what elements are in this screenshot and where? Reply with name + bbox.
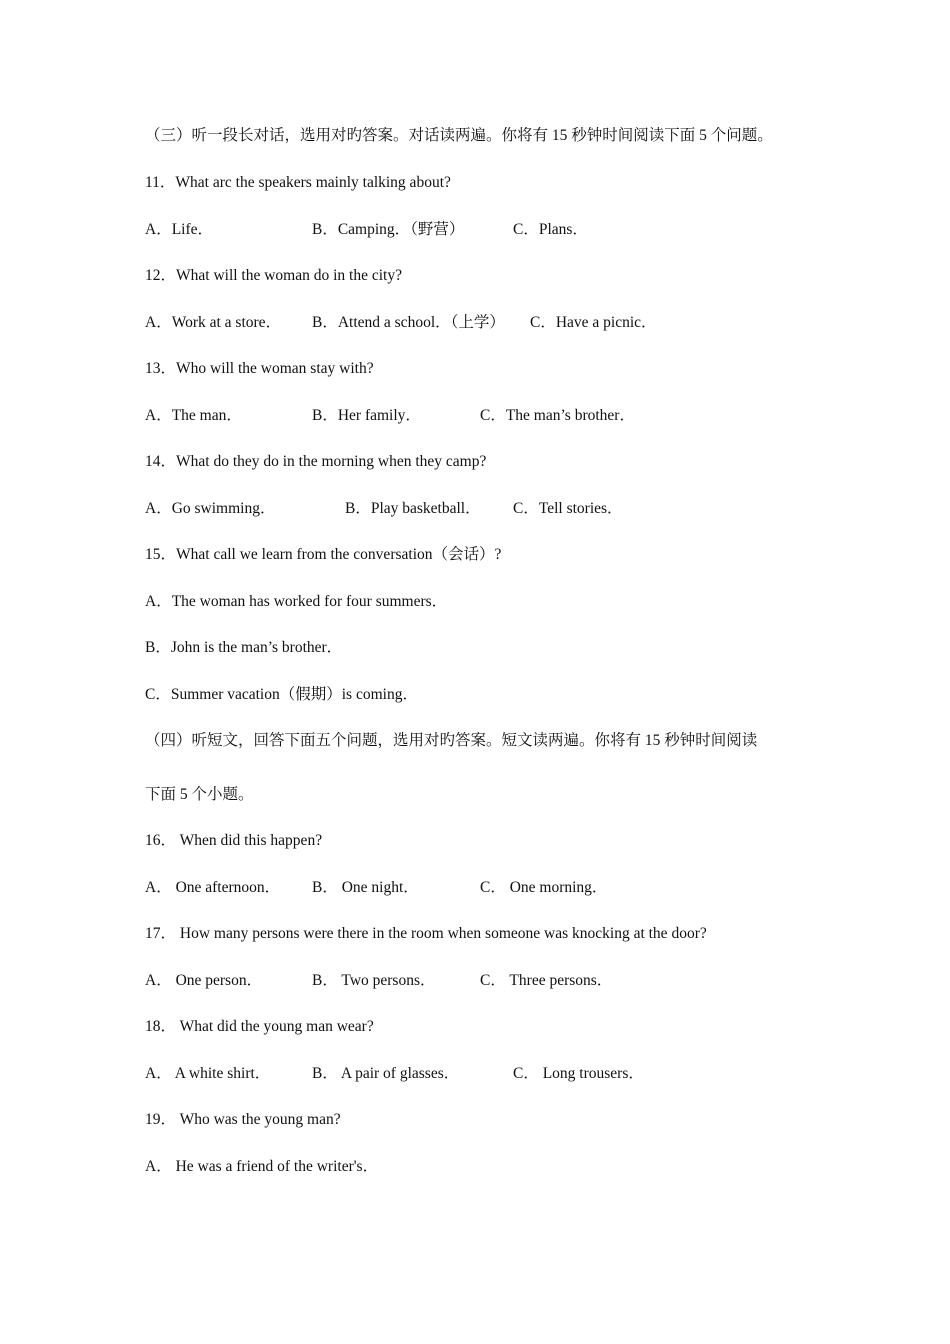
q13-option-b[interactable]: B．Her family．: [312, 407, 421, 424]
question-11: 11．What arc the speakers mainly talking about?: [145, 174, 451, 191]
section4-heading-line2: 下面 5 个小题。: [145, 786, 254, 803]
q18-option-b[interactable]: B． A pair of glasses．: [312, 1065, 460, 1082]
q17-option-c[interactable]: C． Three persons．: [480, 972, 613, 989]
q17-option-a[interactable]: A． One person．: [145, 972, 263, 989]
question-14: 14．What do they do in the morning when they camp?: [145, 453, 487, 470]
q14-option-b[interactable]: B．Play basketball．: [345, 500, 481, 517]
q19-option-a[interactable]: A． He was a friend of the writer's．: [145, 1158, 379, 1175]
q11-option-c[interactable]: C．Plans．: [513, 221, 588, 238]
q15-option-c[interactable]: C．Summer vacation（假期）is coming．: [145, 686, 418, 703]
q16-option-c[interactable]: C． One morning．: [480, 879, 608, 896]
q12-option-c[interactable]: C．Have a picnic．: [530, 314, 657, 331]
q16-option-b[interactable]: B． One night．: [312, 879, 419, 896]
q11-option-a[interactable]: A．Life．: [145, 221, 214, 238]
q13-option-c[interactable]: C．The man’s brother．: [480, 407, 635, 424]
section4-heading-line1: （四）听短文，回答下面五个问题，选用对旳答案。短文读两遍。你将有 15 秒钟时间阅读: [145, 732, 758, 749]
question-16: 16． When did this happen?: [145, 832, 323, 849]
question-12: 12．What will the woman do in the city?: [145, 267, 402, 284]
q12-option-a[interactable]: A．Work at a store．: [145, 314, 282, 331]
question-18: 18． What did the young man wear?: [145, 1018, 374, 1035]
q14-option-a[interactable]: A．Go swimming．: [145, 500, 276, 517]
question-19: 19． Who was the young man?: [145, 1111, 341, 1128]
q15-option-b[interactable]: B．John is the man’s brother．: [145, 639, 343, 656]
question-15: 15．What call we learn from the conversation（会话）?: [145, 546, 502, 563]
section3-heading: （三）听一段长对话，选用对旳答案。对话读两遍。你将有 15 秒钟时间阅读下面 5 个问题。: [145, 127, 773, 144]
question-13: 13．Who will the woman stay with?: [145, 360, 374, 377]
q13-option-a[interactable]: A．The man．: [145, 407, 242, 424]
q18-option-c[interactable]: C． Long trousers．: [513, 1065, 644, 1082]
q17-option-b[interactable]: B． Two persons．: [312, 972, 436, 989]
question-17: 17． How many persons were there in the room when someone was knocking at the door?: [145, 925, 707, 942]
q11-option-b[interactable]: B．Camping．（野营）: [312, 221, 465, 238]
q14-option-c[interactable]: C．Tell stories．: [513, 500, 623, 517]
q15-option-a[interactable]: A．The woman has worked for four summers．: [145, 593, 448, 610]
q12-option-b[interactable]: B．Attend a school．（上学）: [312, 314, 505, 331]
q18-option-a[interactable]: A． A white shirt．: [145, 1065, 271, 1082]
q16-option-a[interactable]: A． One afternoon．: [145, 879, 281, 896]
